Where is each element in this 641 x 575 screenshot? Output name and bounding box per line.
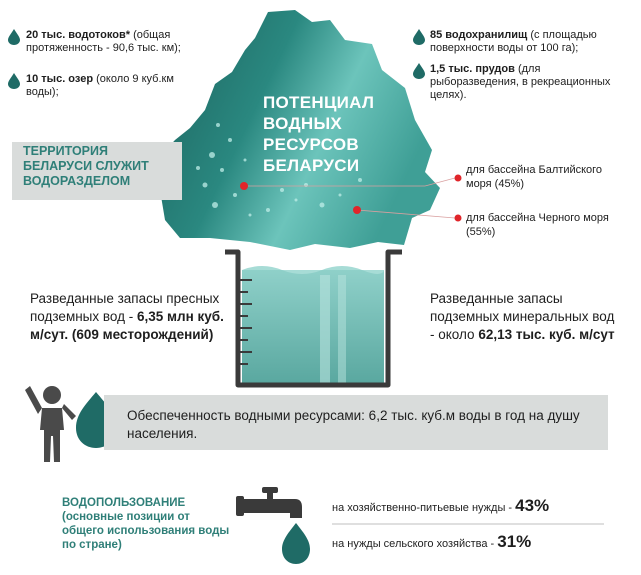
fact-ponds-count: 1,5 тыс. прудов bbox=[430, 63, 515, 75]
fact-ponds-detail: (для рыборазведения, в рекреационных целях). bbox=[430, 63, 611, 101]
fact-watercourses-detail: (общая протяженность - 90,6 тыс. км); bbox=[26, 29, 181, 54]
territory-note: ТЕРРИТОРИЯ БЕЛАРУСИ СЛУЖИТ ВОДОРАЗДЕЛОМ bbox=[23, 144, 149, 188]
water-use-row-agriculture bbox=[332, 532, 531, 552]
marker-baltic bbox=[240, 182, 248, 190]
water-use-title: ВОДОПОЛЬЗОВАНИЕ (основные позиции от общего использования воды по стране) bbox=[62, 497, 230, 551]
reserves-fresh-value: 6,35 млн куб. м/сут. (609 месторождений) bbox=[30, 309, 224, 342]
fact-lakes-count: 10 тыс. озер bbox=[26, 73, 94, 85]
fact-watercourses bbox=[26, 29, 226, 55]
reserves-mineral-text: Разведанные запасы подземных минеральных вод - около bbox=[430, 291, 615, 342]
reserves-fresh-text: Разведанные запасы пресных подземных вод - bbox=[30, 291, 220, 324]
fact-reservoirs-detail: (с площадью поверхности воды от 100 га); bbox=[430, 29, 597, 54]
map-title: ПОТЕНЦИАЛ ВОДНЫХ РЕСУРСОВ БЕЛАРУСИ bbox=[263, 93, 375, 175]
supply-text: Обеспеченность водными ресурсами: 6,2 тыс. куб.м воды в год на душу населения. bbox=[127, 408, 580, 441]
fact-reservoirs bbox=[430, 29, 620, 55]
drop-icon bbox=[8, 73, 20, 89]
drop-icon bbox=[413, 29, 425, 45]
fact-reservoirs-count: 85 водохранилищ bbox=[430, 29, 528, 41]
person-icon bbox=[25, 386, 76, 462]
faucet-icon bbox=[236, 487, 302, 518]
reserves-fresh bbox=[30, 290, 230, 344]
water-use-household-label: на хозяйственно-питьевые нужды - bbox=[332, 502, 516, 514]
fact-lakes-detail: (около 9 куб.км воды); bbox=[26, 73, 174, 98]
marker-baltic-label bbox=[455, 175, 462, 182]
fact-lakes bbox=[26, 73, 206, 99]
water-use-row-household bbox=[332, 496, 549, 516]
reserves-mineral-value: 62,13 тыс. куб. м/сут bbox=[478, 327, 615, 342]
beaker-icon bbox=[225, 252, 402, 385]
water-use-agriculture-label: на нужды сельского хозяйства - bbox=[332, 538, 498, 550]
basin-baltic-label: для бассейна Балтийского моря (45%) bbox=[466, 164, 603, 190]
drop-icon bbox=[413, 63, 425, 79]
marker-black-label bbox=[455, 215, 462, 222]
reserves-mineral bbox=[430, 290, 620, 344]
fact-ponds bbox=[430, 63, 620, 102]
water-use-household-value: 43% bbox=[515, 496, 550, 515]
water-use-agriculture-value: 31% bbox=[497, 532, 532, 551]
drop-icon-faucet bbox=[282, 523, 310, 564]
marker-black bbox=[353, 206, 361, 214]
drop-icon bbox=[8, 29, 20, 45]
fact-watercourses-count: 20 тыс. водотоков* bbox=[26, 29, 131, 41]
basin-black-label: для бассейна Черного моря (55%) bbox=[466, 212, 609, 238]
